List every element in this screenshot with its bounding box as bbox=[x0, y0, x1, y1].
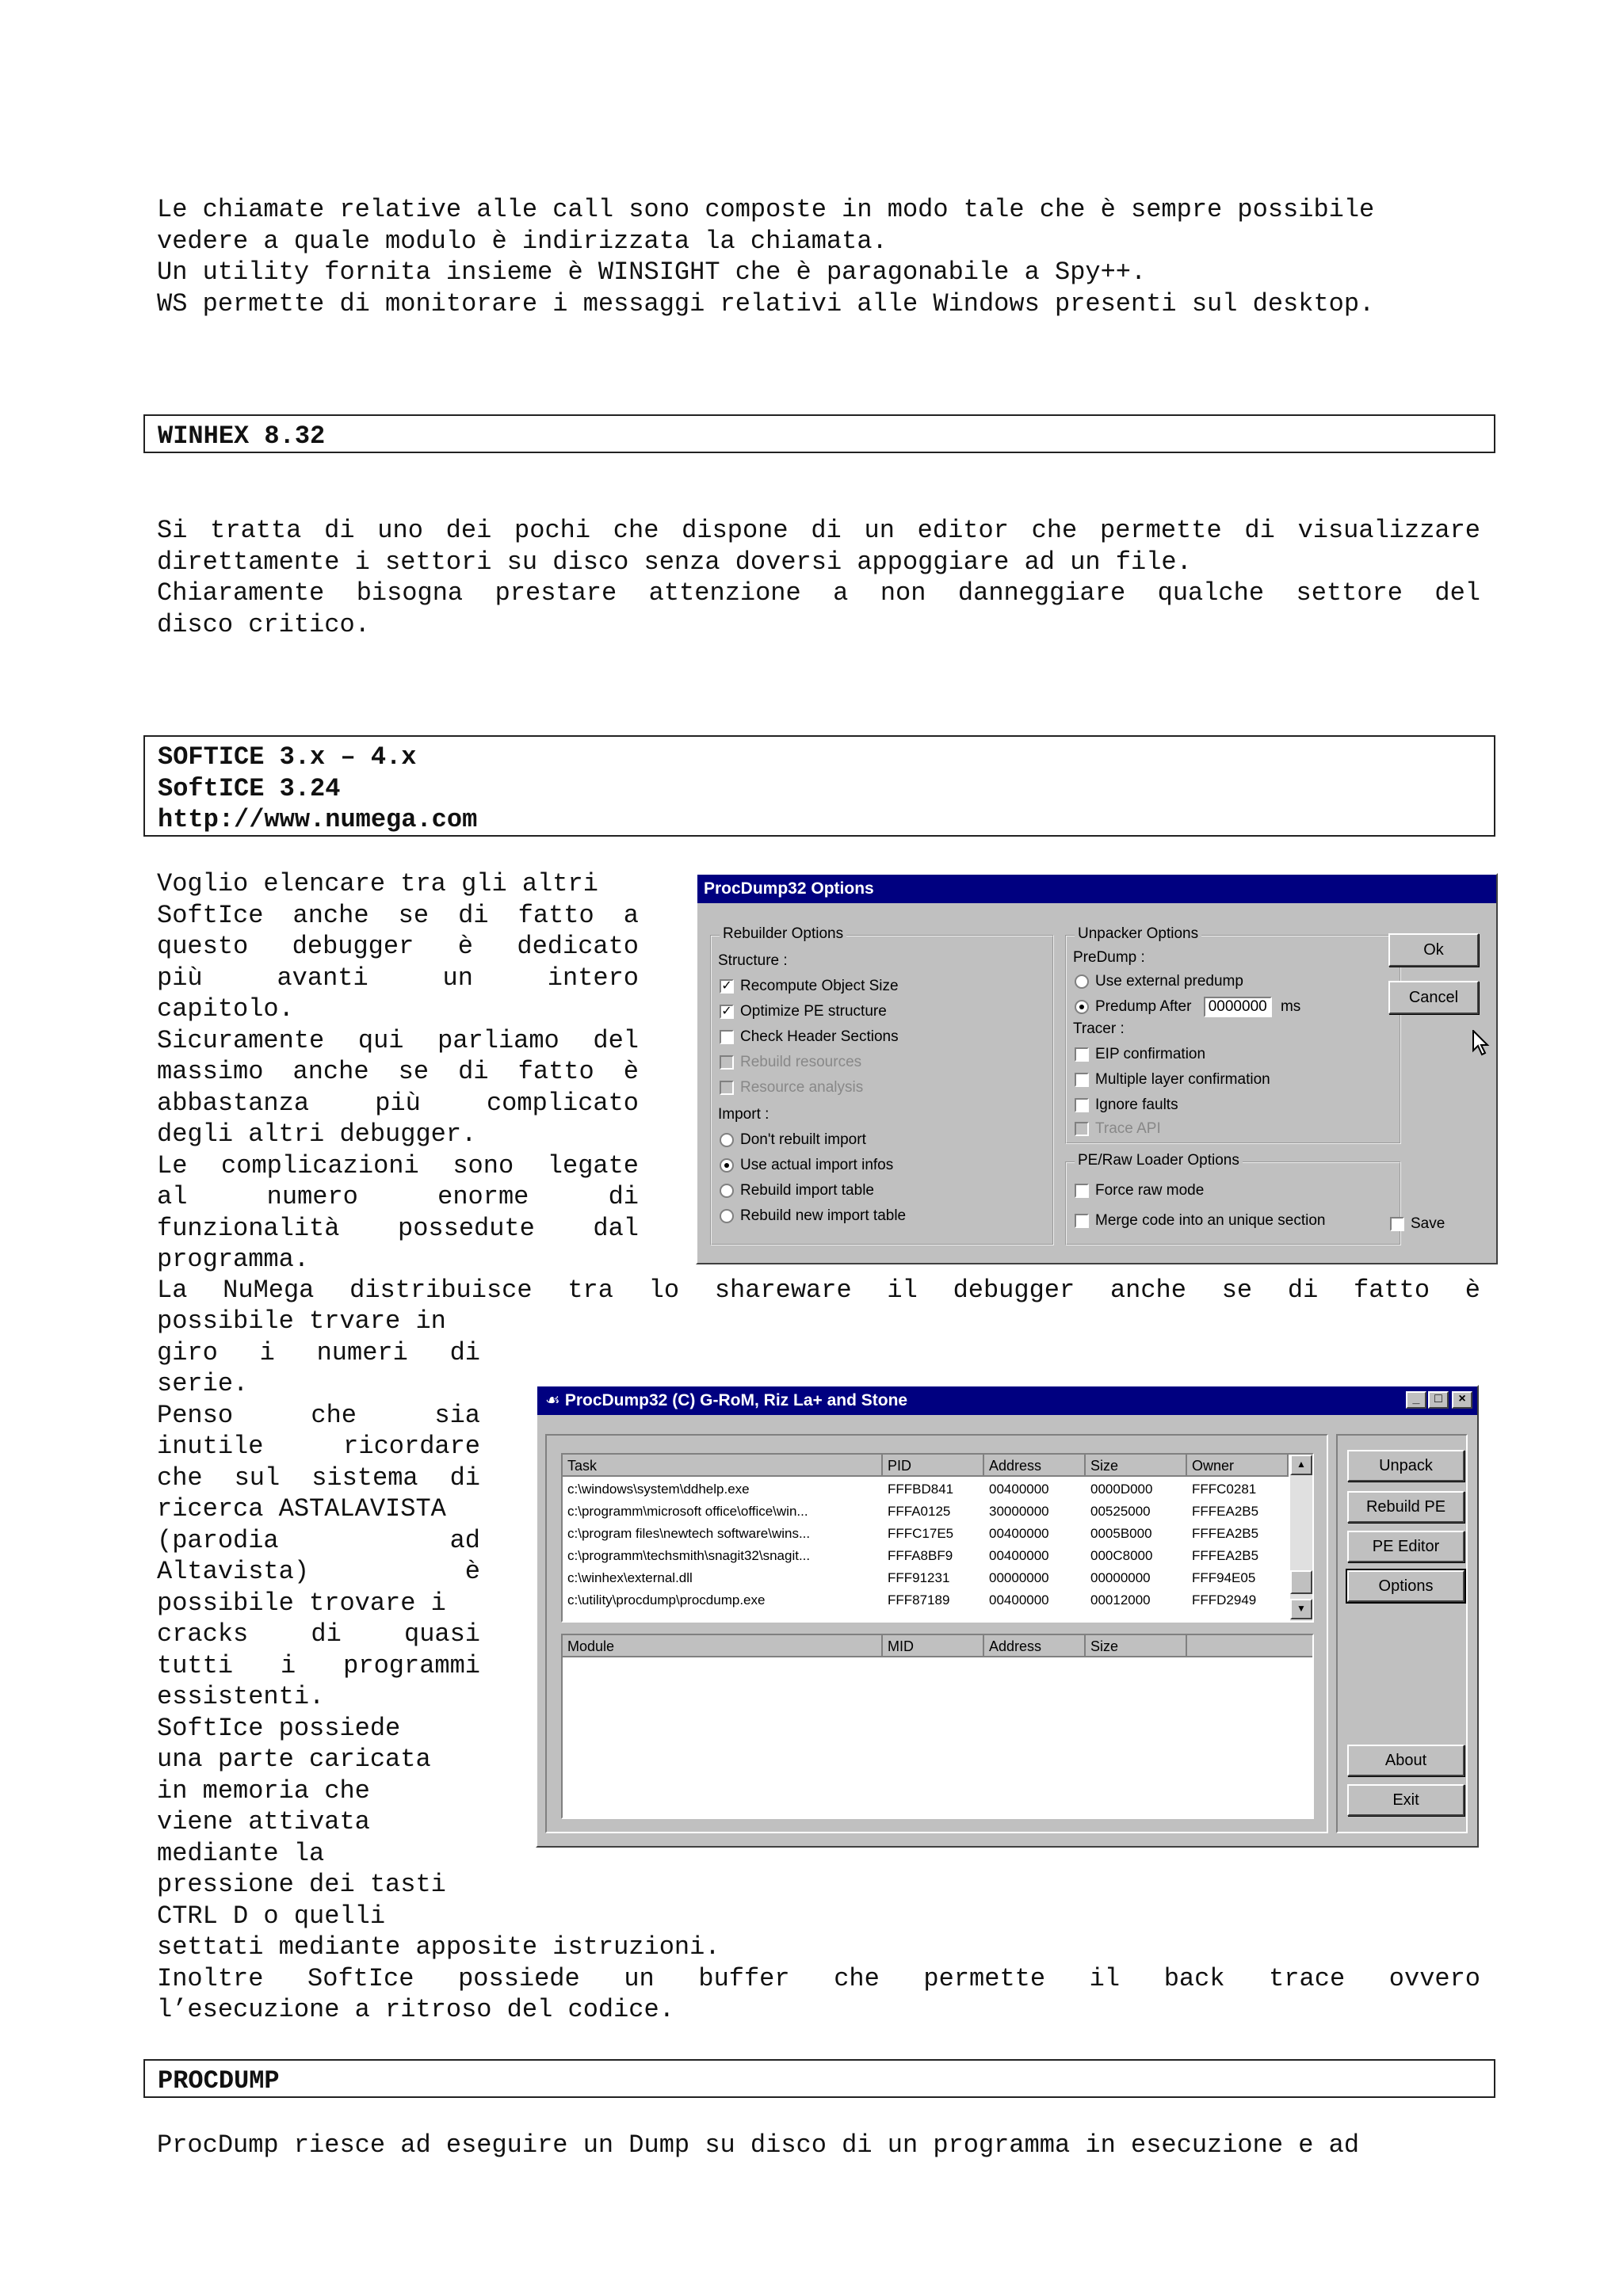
minimize-icon[interactable]: _ bbox=[1406, 1391, 1426, 1409]
text-line: Un utility fornita insieme è WINSIGHT che è paragonabile a Spy++. bbox=[157, 257, 1147, 287]
resource-analysis-checkbox[interactable] bbox=[720, 1079, 863, 1097]
table-cell: c:\programm\microsoft office\office\win... bbox=[567, 1504, 808, 1519]
checkbox-icon bbox=[1075, 1047, 1089, 1062]
section-heading-procdump bbox=[143, 2059, 1495, 2098]
lists-panel bbox=[545, 1434, 1328, 1833]
dont-rebuild-import-radio[interactable] bbox=[720, 1131, 866, 1149]
radio-icon bbox=[720, 1184, 734, 1198]
option-label: Use external predump bbox=[1095, 973, 1243, 990]
option-label: Don't rebuilt import bbox=[740, 1131, 866, 1148]
predump-after-radio[interactable] bbox=[1075, 997, 1300, 1017]
rebuild-new-import-radio[interactable] bbox=[720, 1207, 906, 1225]
exit-button[interactable]: Exit bbox=[1347, 1784, 1465, 1816]
checkbox-icon bbox=[720, 1081, 734, 1095]
table-cell: FFFEA2B5 bbox=[1192, 1526, 1259, 1541]
module-list[interactable] bbox=[561, 1634, 1314, 1819]
text-line: La NuMega distribuisce tra lo shareware il debugger anche se di fatto è bbox=[157, 1276, 1480, 1305]
trace-api-checkbox[interactable] bbox=[1075, 1120, 1161, 1138]
column-header-size[interactable]: Size bbox=[1086, 1635, 1187, 1657]
option-label: Trace API bbox=[1095, 1120, 1161, 1137]
options-button[interactable]: Options bbox=[1347, 1570, 1465, 1602]
heading-text: SoftICE 3.24 bbox=[158, 773, 341, 803]
table-cell: c:\winhex\external.dll bbox=[567, 1570, 693, 1585]
predump-ms-input[interactable]: 0000000 bbox=[1204, 997, 1272, 1017]
save-checkbox[interactable] bbox=[1390, 1215, 1445, 1233]
table-cell: c:\programm\techsmith\snagit32\snagit... bbox=[567, 1548, 811, 1563]
text-line: essistenti. bbox=[157, 1682, 325, 1711]
text-line: mediante la bbox=[157, 1838, 325, 1868]
column-header-blank bbox=[1187, 1635, 1312, 1657]
text-line: Le chiamate relative alle call sono composte in modo tale che è sempre possibile bbox=[157, 195, 1375, 224]
close-icon[interactable]: × bbox=[1452, 1391, 1472, 1409]
text-line: in memoria che bbox=[157, 1775, 370, 1806]
text-line: tutti i programmi bbox=[157, 1650, 480, 1680]
text-line: pressione dei tasti bbox=[157, 1870, 446, 1899]
intro-paragraph bbox=[157, 194, 1480, 319]
text-line: l’esecuzione a ritroso del codice. bbox=[157, 1995, 674, 2024]
maximize-icon[interactable]: □ bbox=[1428, 1391, 1449, 1409]
text-line: Si tratta di uno dei pochi che dispone di un editor che permette di visualizzare bbox=[157, 516, 1480, 545]
text-line: al numero enorme di bbox=[157, 1182, 639, 1211]
eip-confirmation-checkbox[interactable] bbox=[1075, 1046, 1205, 1063]
rebuild-pe-button[interactable]: Rebuild PE bbox=[1347, 1491, 1465, 1523]
radio-icon bbox=[1075, 974, 1089, 989]
option-label: Rebuild import table bbox=[740, 1182, 874, 1199]
scroll-thumb[interactable] bbox=[1290, 1570, 1312, 1594]
text-line: serie. bbox=[157, 1369, 249, 1398]
option-label: Force raw mode bbox=[1095, 1182, 1205, 1199]
text-line: una parte caricata bbox=[157, 1745, 431, 1774]
table-cell: 00400000 bbox=[989, 1526, 1049, 1541]
table-cell: FFF94E05 bbox=[1192, 1570, 1256, 1585]
table-row[interactable] bbox=[563, 1501, 1289, 1523]
checkbox-icon bbox=[720, 1055, 734, 1070]
text-line: giro i numeri di bbox=[157, 1337, 480, 1367]
dialog-title: ProcDump32 Options bbox=[697, 875, 1496, 903]
scroll-up-icon[interactable]: ▲ bbox=[1290, 1455, 1312, 1475]
task-list-scrollbar[interactable] bbox=[1290, 1455, 1312, 1621]
unpack-button[interactable]: Unpack bbox=[1347, 1450, 1465, 1482]
checkbox-icon bbox=[1075, 1214, 1089, 1228]
option-label: Use actual import infos bbox=[740, 1157, 894, 1173]
section-heading-winhex bbox=[143, 414, 1495, 453]
text-line: SoftIce possiede bbox=[157, 1713, 401, 1743]
text-line: Sicuramente qui parliamo del bbox=[157, 1025, 639, 1055]
text-line: più avanti un intero bbox=[157, 963, 639, 993]
column-header-pid[interactable]: PID bbox=[883, 1455, 984, 1477]
column-header-owner[interactable]: Owner bbox=[1187, 1455, 1289, 1477]
table-cell: 000C8000 bbox=[1090, 1548, 1153, 1563]
optimize-pe-checkbox[interactable] bbox=[720, 1003, 887, 1020]
use-external-predump-radio[interactable] bbox=[1075, 973, 1243, 990]
text-line: settati mediante apposite istruzioni. bbox=[157, 1932, 720, 1962]
table-cell: 00525000 bbox=[1090, 1504, 1151, 1519]
radio-icon bbox=[720, 1133, 734, 1147]
text-line: vedere a quale modulo è indirizzata la chiamata. bbox=[157, 226, 888, 256]
tracer-label: Tracer : bbox=[1073, 1020, 1125, 1037]
ignore-faults-checkbox[interactable] bbox=[1075, 1097, 1178, 1114]
table-cell: c:\program files\newtech software\wins... bbox=[567, 1526, 811, 1541]
text-line: possibile trovare i bbox=[157, 1588, 446, 1618]
table-cell: FFFC17E5 bbox=[888, 1526, 954, 1541]
group-title: Unpacker Options bbox=[1075, 925, 1201, 943]
procdump-options-dialog bbox=[696, 873, 1498, 1264]
app-icon: ☙ bbox=[545, 1391, 560, 1409]
option-label: Multiple layer confirmation bbox=[1095, 1071, 1270, 1088]
checkbox-icon bbox=[1075, 1073, 1089, 1087]
heading-text: http://www.numega.com bbox=[158, 805, 478, 834]
table-cell: 0000D000 bbox=[1090, 1482, 1153, 1497]
text-line: abbastanza più complicato bbox=[157, 1088, 639, 1118]
column-header-address[interactable]: Address bbox=[984, 1635, 1086, 1657]
table-cell: FFFD2949 bbox=[1192, 1592, 1257, 1608]
pe-editor-button[interactable]: PE Editor bbox=[1347, 1531, 1465, 1562]
option-label: Ignore faults bbox=[1095, 1097, 1178, 1113]
structure-label: Structure : bbox=[718, 952, 788, 969]
text-line: SoftIce anche se di fatto a bbox=[157, 900, 639, 930]
loader-options-group bbox=[1065, 1152, 1401, 1245]
text-line: direttamente i settori su disco senza doversi appoggiare ad un file. bbox=[157, 547, 1192, 577]
task-list[interactable] bbox=[561, 1453, 1314, 1623]
table-cell: 30000000 bbox=[989, 1504, 1049, 1519]
cancel-button[interactable]: Cancel bbox=[1388, 981, 1479, 1014]
window-titlebar bbox=[537, 1386, 1477, 1415]
option-label: Predump After bbox=[1095, 998, 1192, 1015]
text-line: che sul sistema di bbox=[157, 1463, 480, 1493]
table-cell: 00400000 bbox=[989, 1548, 1049, 1563]
text-line: cracks di quasi bbox=[157, 1619, 480, 1649]
recompute-object-size-checkbox[interactable] bbox=[720, 978, 899, 995]
group-title: PE/Raw Loader Options bbox=[1075, 1152, 1243, 1169]
column-header-module[interactable]: Module bbox=[563, 1635, 883, 1657]
text-line: (parodia ad bbox=[157, 1525, 480, 1555]
table-row[interactable] bbox=[563, 1545, 1289, 1567]
heading-text: SOFTICE 3.x – 4.x bbox=[158, 742, 417, 772]
import-label: Import : bbox=[718, 1106, 769, 1123]
rebuild-import-table-radio[interactable] bbox=[720, 1182, 874, 1199]
table-cell: 0005B000 bbox=[1090, 1526, 1152, 1541]
table-cell: FFF87189 bbox=[888, 1592, 950, 1608]
unpacker-options-group bbox=[1065, 925, 1401, 1144]
numega-line bbox=[157, 1275, 1480, 1306]
option-label: Resource analysis bbox=[740, 1079, 864, 1096]
table-cell: 00000000 bbox=[989, 1570, 1049, 1585]
window-title: ProcDump32 (C) G-RoM, Riz La+ and Stone bbox=[564, 1391, 908, 1409]
rebuilder-options-group bbox=[710, 925, 1054, 1245]
column-header-mid[interactable]: MID bbox=[883, 1635, 984, 1657]
radio-icon bbox=[720, 1209, 734, 1223]
radio-selected-icon bbox=[720, 1158, 734, 1173]
text-line: inutile ricordare bbox=[157, 1432, 480, 1461]
mouse-cursor-icon bbox=[1472, 1030, 1490, 1057]
column-header-size[interactable]: Size bbox=[1086, 1455, 1187, 1477]
checkbox-icon bbox=[1390, 1217, 1404, 1231]
multiple-layer-checkbox[interactable] bbox=[1075, 1071, 1270, 1089]
radio-selected-icon bbox=[1075, 1000, 1089, 1014]
softice-column-1 bbox=[157, 868, 639, 1276]
table-cell: FFFA8BF9 bbox=[888, 1548, 953, 1563]
text-line: CTRL D o quelli bbox=[157, 1901, 386, 1931]
ms-label: ms bbox=[1280, 998, 1301, 1015]
table-cell: FFFEA2B5 bbox=[1192, 1504, 1259, 1519]
table-row[interactable] bbox=[563, 1589, 1289, 1611]
merge-code-checkbox[interactable] bbox=[1075, 1212, 1325, 1230]
checkbox-icon bbox=[720, 1030, 734, 1044]
text-line: ProcDump riesce ad eseguire un Dump su disco di un programma in esecuzione e ad bbox=[157, 2130, 1360, 2160]
text-line: programma. bbox=[157, 1245, 310, 1274]
option-label: Check Header Sections bbox=[740, 1028, 899, 1045]
column-header-address[interactable]: Address bbox=[984, 1455, 1086, 1477]
option-label: Recompute Object Size bbox=[740, 978, 899, 994]
text-line: Penso che sia bbox=[157, 1400, 480, 1430]
heading-text: PROCDUMP bbox=[158, 2066, 280, 2096]
table-row[interactable] bbox=[563, 1478, 1289, 1501]
text-line: Le complicazioni sono legate bbox=[157, 1150, 639, 1180]
checkbox-checked-icon: ✓ bbox=[720, 1005, 734, 1019]
force-raw-mode-checkbox[interactable] bbox=[1075, 1182, 1204, 1199]
backtrace-paragraph bbox=[157, 1932, 1480, 2026]
text-line: disco critico. bbox=[157, 609, 370, 639]
text-line: Inoltre SoftIce possiede un buffer che permette il back trace ovvero bbox=[157, 1963, 1480, 1993]
rebuild-resources-checkbox[interactable] bbox=[720, 1054, 861, 1071]
heading-text: WINHEX 8.32 bbox=[158, 421, 326, 451]
table-cell: FFFA0125 bbox=[888, 1504, 951, 1519]
group-title: Rebuilder Options bbox=[720, 925, 846, 943]
ok-button[interactable]: Ok bbox=[1388, 933, 1479, 967]
check-header-checkbox[interactable] bbox=[720, 1028, 899, 1046]
window-controls bbox=[1404, 1391, 1472, 1420]
option-label: Rebuild resources bbox=[740, 1054, 862, 1070]
procdump-paragraph bbox=[157, 2130, 1480, 2161]
text-line: possibile trvare in bbox=[157, 1306, 446, 1336]
section-heading-softice bbox=[143, 735, 1495, 837]
text-line: massimo anche se di fatto è bbox=[157, 1057, 639, 1086]
table-cell: 00400000 bbox=[989, 1482, 1049, 1497]
table-cell: 00400000 bbox=[989, 1592, 1049, 1608]
table-cell: FFFBD841 bbox=[888, 1482, 954, 1497]
column-header-task[interactable]: Task bbox=[563, 1455, 883, 1477]
text-line: Altavista) è bbox=[157, 1557, 480, 1586]
option-label: Rebuild new import table bbox=[740, 1207, 907, 1224]
table-cell: 00012000 bbox=[1090, 1592, 1151, 1608]
buttons-panel bbox=[1336, 1434, 1468, 1833]
table-cell: c:\windows\system\ddhelp.exe bbox=[567, 1482, 750, 1497]
checkbox-checked-icon: ✓ bbox=[720, 979, 734, 994]
option-label: Save bbox=[1411, 1215, 1445, 1232]
option-label: EIP confirmation bbox=[1095, 1046, 1206, 1062]
table-row[interactable] bbox=[563, 1523, 1289, 1545]
procdump-main-window bbox=[536, 1385, 1479, 1848]
text-line: capitolo. bbox=[157, 994, 294, 1024]
text-line: Chiaramente bisogna prestare attenzione a non danneggiare qualche settore del bbox=[157, 578, 1480, 608]
table-cell: FFF91231 bbox=[888, 1570, 950, 1585]
text-line: degli altri debugger. bbox=[157, 1119, 477, 1149]
text-line: Voglio elencare tra gli altri bbox=[157, 869, 598, 898]
about-button[interactable]: About bbox=[1347, 1745, 1465, 1776]
softice-column-2 bbox=[157, 1306, 480, 1932]
checkbox-icon bbox=[1075, 1122, 1089, 1136]
table-cell: c:\utility\procdump\procdump.exe bbox=[567, 1592, 766, 1608]
predump-label: PreDump : bbox=[1073, 949, 1145, 966]
scroll-down-icon[interactable]: ▼ bbox=[1290, 1599, 1312, 1619]
use-actual-import-radio[interactable] bbox=[720, 1157, 893, 1174]
text-line: viene attivata bbox=[157, 1807, 370, 1836]
text-line: WS permette di monitorare i messaggi relativi alle Windows presenti sul desktop. bbox=[157, 288, 1375, 318]
checkbox-icon bbox=[1075, 1098, 1089, 1112]
text-line: ricerca ASTALAVISTA bbox=[157, 1494, 446, 1524]
winhex-paragraph bbox=[157, 515, 1480, 640]
table-cell: FFFEA2B5 bbox=[1192, 1548, 1259, 1563]
checkbox-icon bbox=[1075, 1184, 1089, 1198]
option-label: Optimize PE structure bbox=[740, 1003, 887, 1020]
text-line: questo debugger è dedicato bbox=[157, 932, 639, 961]
text-line: funzionalità possedute dal bbox=[157, 1213, 639, 1243]
table-row[interactable] bbox=[563, 1567, 1289, 1589]
option-label: Merge code into an unique section bbox=[1095, 1212, 1326, 1229]
table-cell: FFFC0281 bbox=[1192, 1482, 1257, 1497]
table-cell: 00000000 bbox=[1090, 1570, 1151, 1585]
